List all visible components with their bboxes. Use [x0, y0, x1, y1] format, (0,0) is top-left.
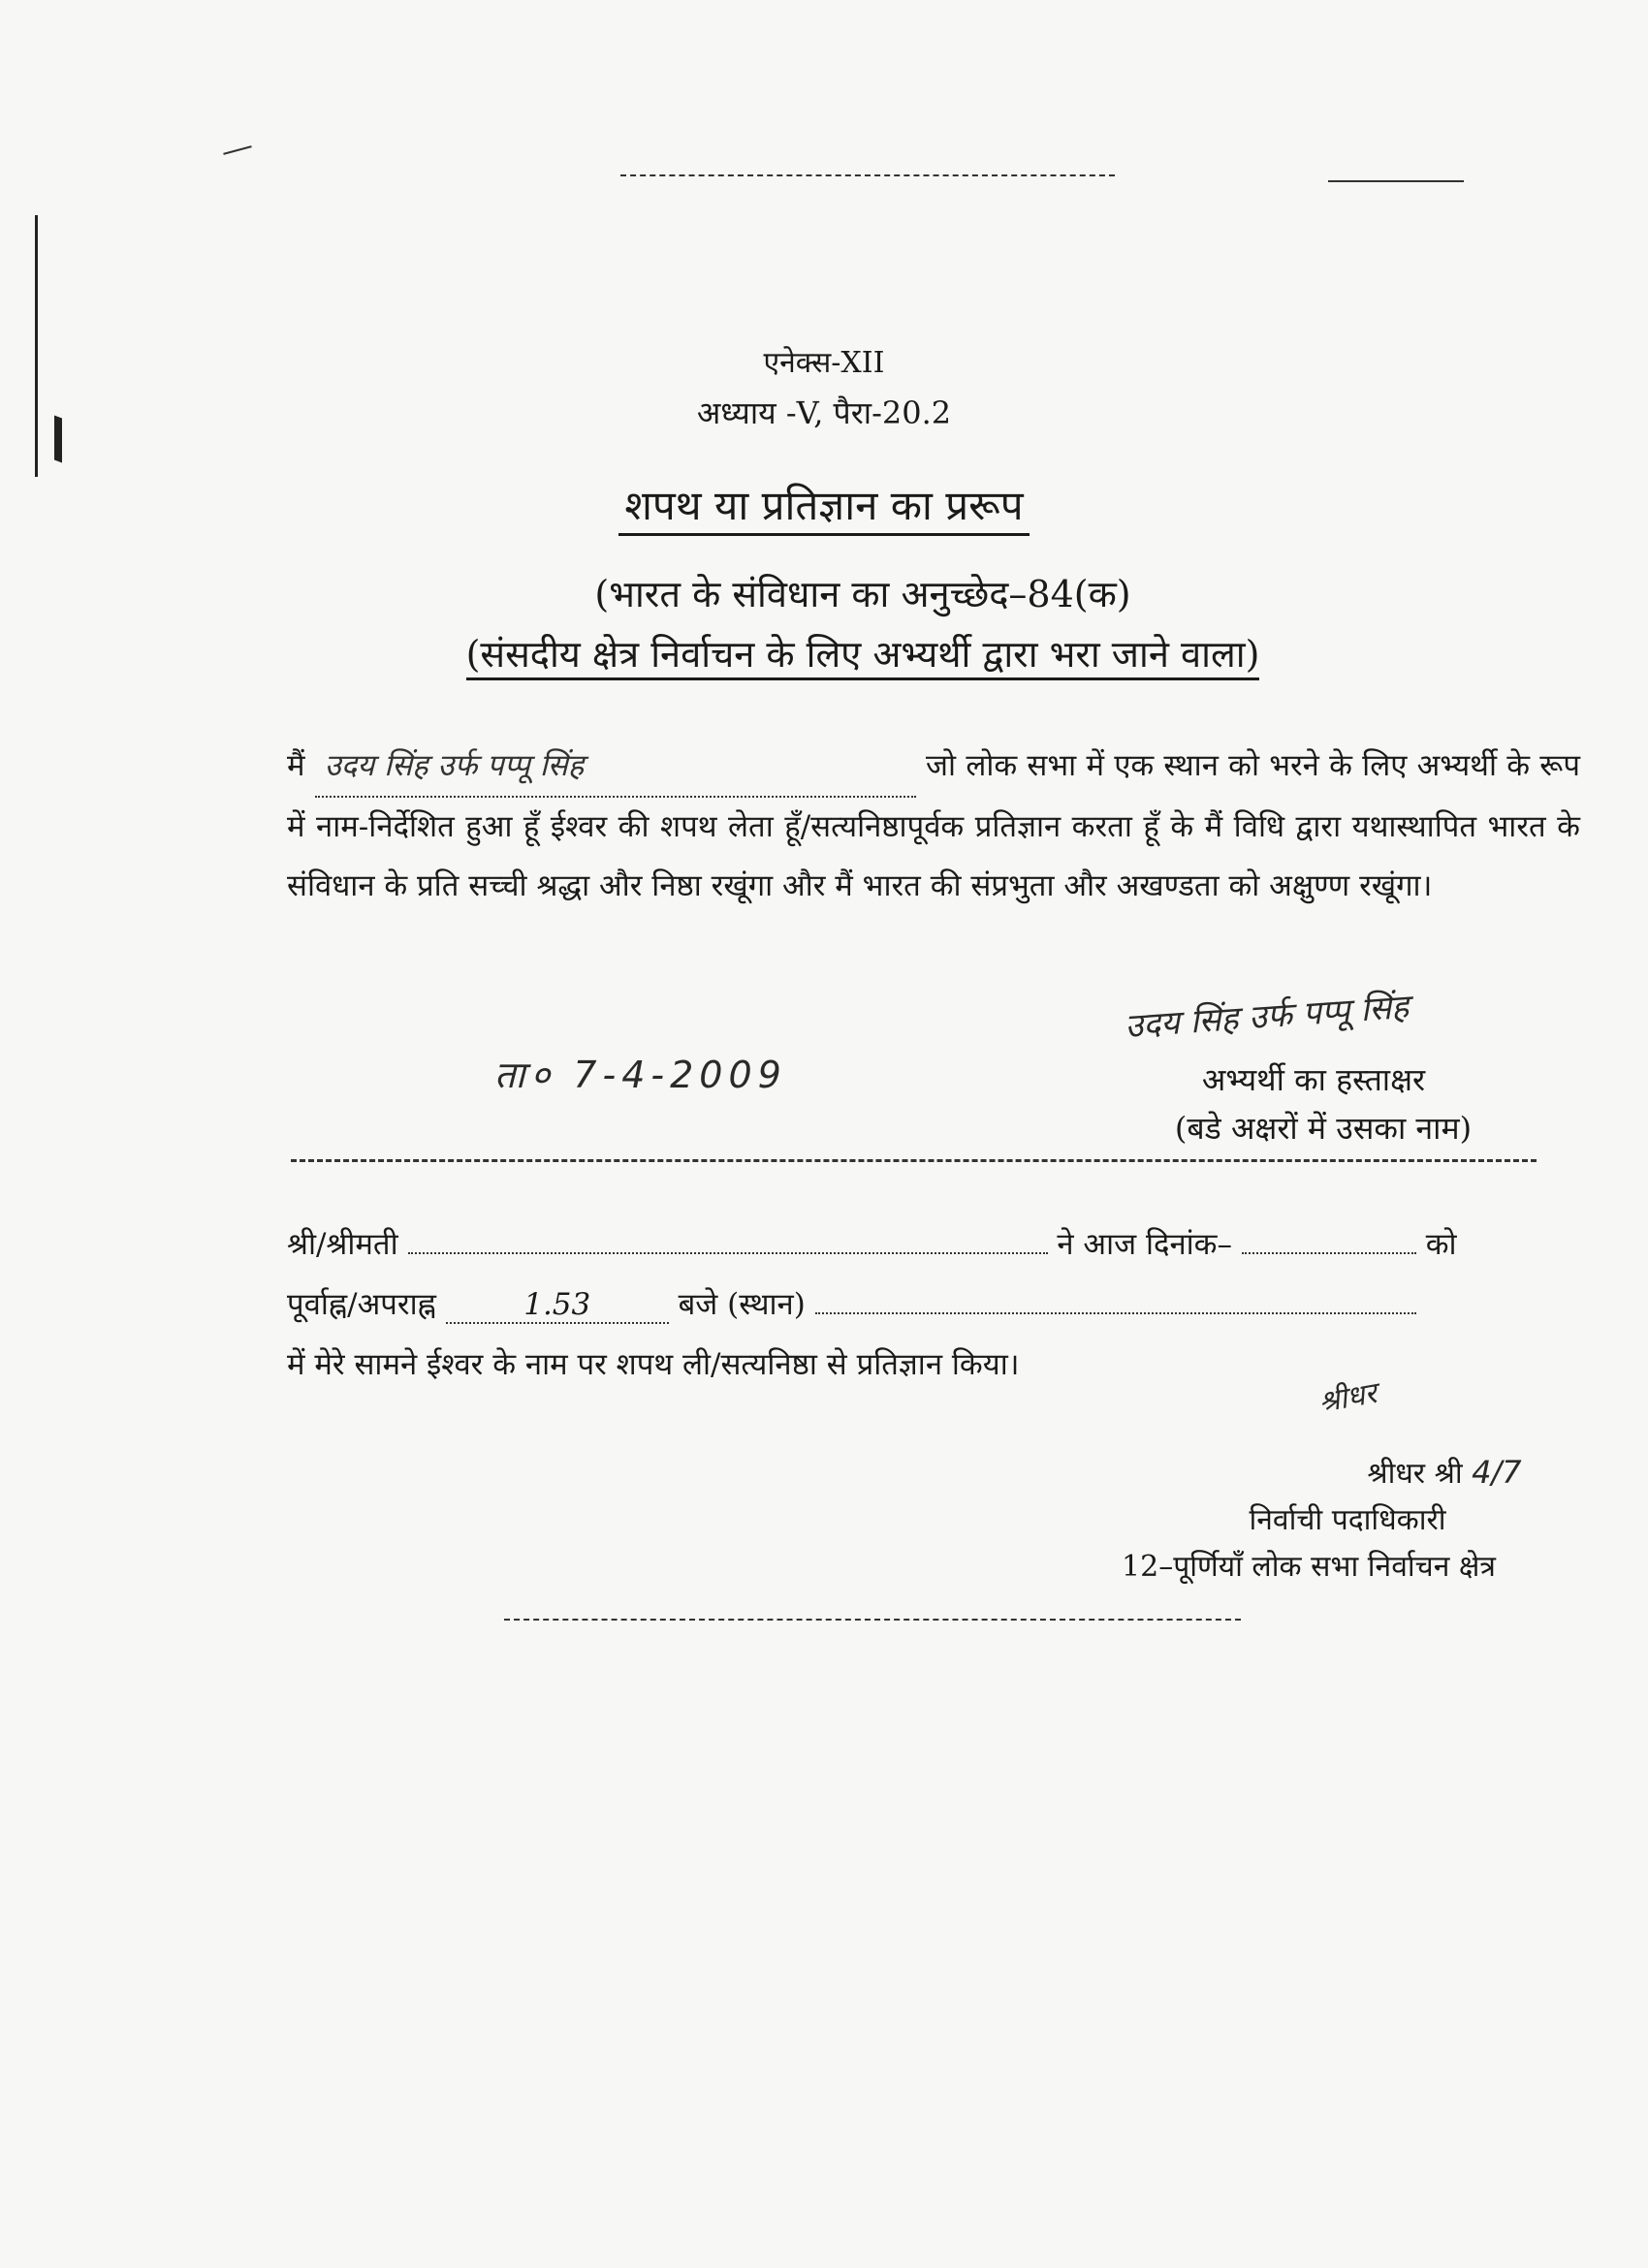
attestation-name-prefix: श्री/श्रीमती — [287, 1227, 398, 1262]
attestation-time-prefix: पूर्वाह्न/अपराह्न — [287, 1287, 436, 1322]
annex-label: एनेक्स-XII — [763, 346, 885, 380]
chapter-reference: अध्याय -V, पैरा-20.2 — [696, 394, 952, 431]
candidate-signature-label: अभ्यर्थी का हस्ताक्षर — [1201, 1061, 1426, 1098]
attestation-date-label: ने आज दिनांक– — [1057, 1227, 1232, 1262]
form-title — [0, 477, 1648, 532]
footer-divider — [504, 1619, 1241, 1621]
form-title-text: शपथ या प्रतिज्ञान का प्ररूप — [618, 482, 1029, 536]
attestation-line-1 — [287, 1223, 1457, 1264]
attestation-time-field — [446, 1287, 669, 1324]
officer-name — [1338, 1452, 1551, 1492]
oath-prefix: मैं — [287, 748, 305, 783]
constitution-article-subtitle: (भारत के संविधान का अनुच्छेद–84(क) — [594, 573, 1131, 615]
officer-signature: श्रीधर — [1315, 1376, 1379, 1420]
attestation-line-3: में मेरे सामने ईश्वर के नाम पर शपथ ली/सत्यनिष्ठा से प्रतिज्ञान किया। — [287, 1347, 1020, 1382]
attestation-place-field — [815, 1312, 1416, 1314]
officer-name-text: श्रीधर श्री — [1367, 1457, 1463, 1491]
attestation-place-label: बजे (स्थान) — [678, 1287, 806, 1322]
officer-constituency: 12–पूर्णियाँ लोक सभा निर्वाचन क्षेत्र — [1122, 1550, 1496, 1584]
attestation-date-field — [1242, 1252, 1416, 1254]
officer-sign-date: 4/7 — [1472, 1454, 1522, 1491]
scan-scribble — [1328, 180, 1464, 182]
form-purpose-subtitle — [39, 628, 1648, 678]
oath-paragraph — [287, 737, 1580, 916]
scan-scribble — [620, 174, 1115, 176]
attestation-name-field — [408, 1252, 1048, 1254]
form-purpose-text: (संसदीय क्षेत्र निर्वाचन के लिए अभ्यर्थी द्वारा भरा जाने वाला) — [466, 633, 1260, 680]
oath-body: जो लोक सभा में एक स्थान को भरने के लिए अभ्यर्थी के रूप में नाम-निर्देशित हुआ हूँ ईश्वर की शपथ लेता हूँ/सत्यनिष्ठापूर्वक प्रतिज्ञान करता हूँ के मैं विधि द्वारा यथास्थापित भारत के संविधान के प्रति सच्ची श्रद्धा और निष्ठा रखूंगा और मैं भारत की संप्रभुता और अखण्डता को अक्षुण्ण रखूंगा। — [287, 748, 1581, 903]
attestation-line-2 — [287, 1283, 1416, 1324]
section-divider — [291, 1159, 1537, 1162]
candidate-name-note: (बडे अक्षरों में उसका नाम) — [1174, 1110, 1473, 1147]
candidate-signature: उदय सिंह उर्फ पप्पू सिंह — [1124, 987, 1410, 1047]
attestation-time-value: 1.53 — [523, 1287, 591, 1322]
officer-designation: निर्वाची पदाधिकारी — [1249, 1503, 1446, 1537]
scan-scribble — [223, 145, 251, 155]
oath-date: ता० 7-4-2009 — [494, 1054, 787, 1096]
candidate-name-field: उदय सिंह उर्फ पप्पू सिंह — [315, 737, 916, 798]
attestation-line1-end: को — [1425, 1227, 1457, 1262]
